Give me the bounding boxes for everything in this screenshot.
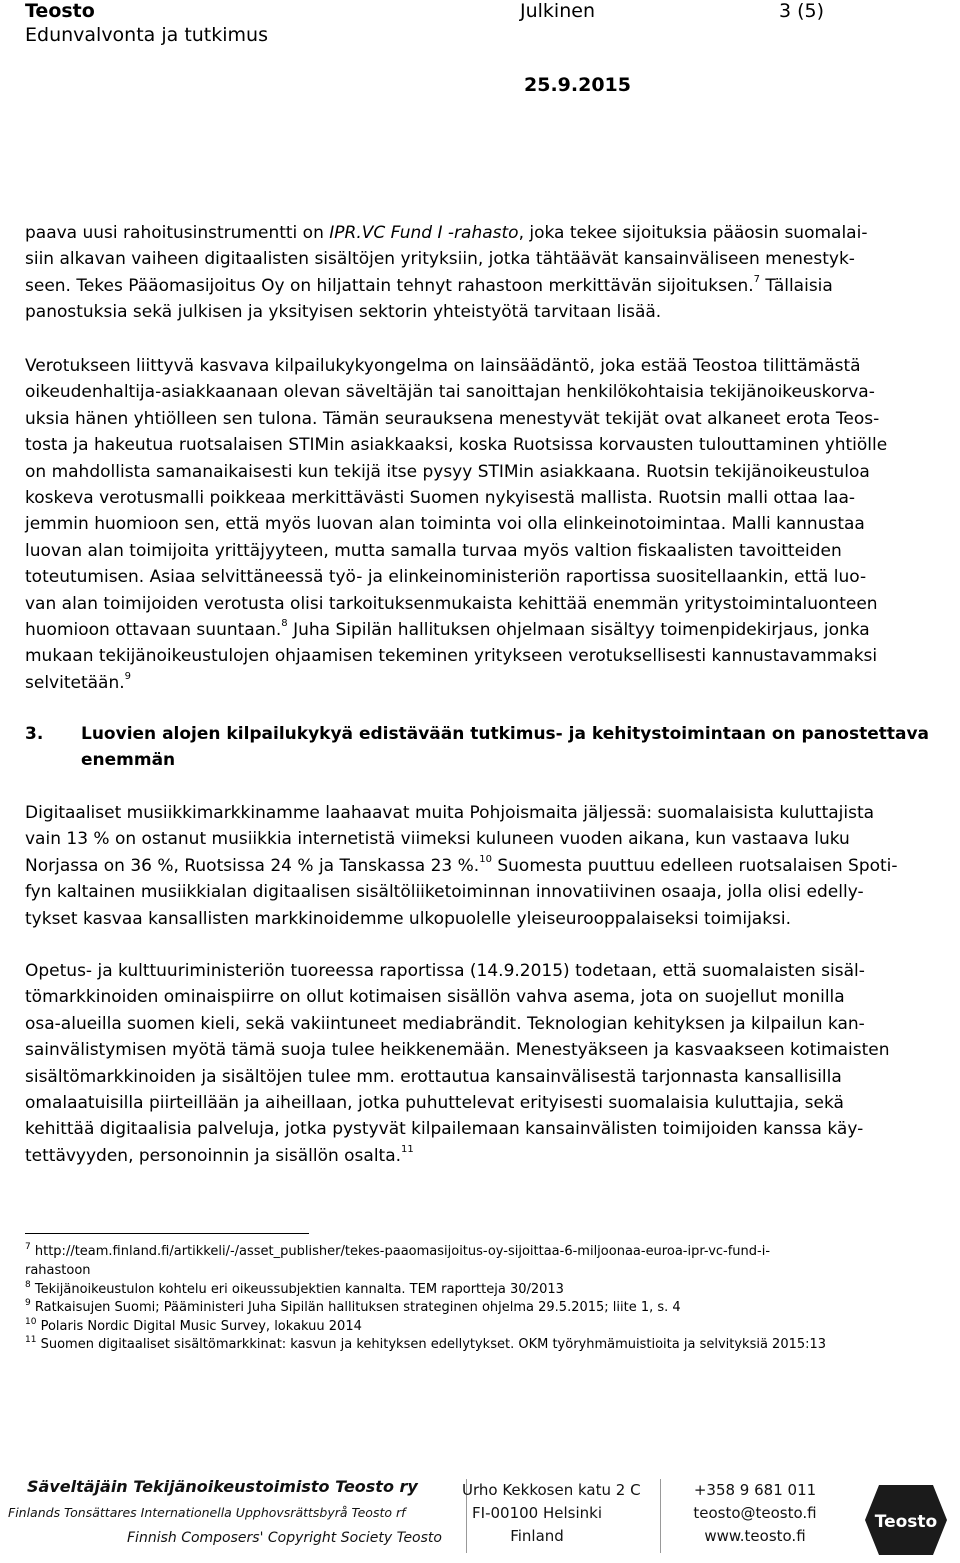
footnote-ref-11: 11 <box>401 1144 414 1156</box>
footnote-ref-9: 9 <box>124 671 132 683</box>
fund-name: IPR.VC Fund I -rahasto <box>329 223 519 243</box>
footer-email[interactable]: teosto@teosto.fi <box>693 1504 817 1522</box>
header-page-number: 3 (5) <box>779 0 825 22</box>
footnote-8: $^8$ Tekijänoikeustulon kohtelu eri oikeussubjektien kannalta. TEM raportteja 30/2013 <box>25 1279 564 1297</box>
footnote-7: $^7$ http://team.finland.fi/artikkeli/-/asset_publisher/tekes-paaomasijoitus-oy-sijoittaa-6-miljoonaa-euroa-ipr-vc-fund-i- <box>25 1241 771 1259</box>
footer-name-en: Finnish Composers' Copyright Society Teosto <box>127 1530 442 1546</box>
header-org: Teosto <box>25 0 95 22</box>
footnote-divider <box>25 1233 309 1234</box>
header-status: Julkinen <box>520 0 595 22</box>
footer-phone: +358 9 681 011 <box>693 1481 817 1499</box>
footnote-11: $^{11}$ Suomen digitaaliset sisältömarkkinat: kasvun ja kehityksen edellytykset. OKM työryhmämuistioita ja selvityksiä 2015:13 <box>25 1334 827 1352</box>
section-heading-3: 3. Luovien alojen kilpailukykyä edistävään tutkimus- ja kehitystoimintaan on panostettava enemmän <box>25 721 925 774</box>
footer-website[interactable]: www.teosto.fi <box>704 1527 806 1545</box>
logo-text: Teosto <box>874 1512 938 1532</box>
header-date: 25.9.2015 <box>524 74 631 96</box>
footnote-10: $^{10}$ Polaris Nordic Digital Music Survey, lokakuu 2014 <box>25 1316 362 1334</box>
page-footer <box>0 1471 960 1563</box>
paragraph-taxation: Verotukseen liittyvä kasvava kilpailukykyongelma on lainsäädäntö, joka estää Teostoa tilittämästä oikeudenhaltija-asiakkaanaan olevan säveltäjän tai sanoittajan henkilökohtaisia tekijänoikeuskorva- uksia hänen yhtiölleen sen tulona. Tämän seurauksena menestyvät tekijät ovat alkaneet erota Teos- tosta ja hakeutua ruotsalaisen STIMin asiakkaaksi, koska Ruotsissa korvausten tulouttaminen yhtiölle on mahdollista samanaikaisesti kun tekijä itse pysyy STIMin asiakkaana. Ruotsin tekijänoikeustuloa koskeva verotusmalli poikkeaa merkittävästi Suomen nykyisestä mallista. Ruotsin malli ottaa laa- jemmin huomioon sen, että myös luovan alan toiminta voi olla elinkeinotoimintaa. Malli kannustaa luovan alan toimijoita yrittäjyyteen, mutta samalla turvaa myös valtion fiskaalisten tavoitteiden toteutumisen. Asiaa selvittäneessä työ- ja elinkeinoministeriön raportissa suositellaankin, että luo- van alan toimijoiden verotusta olisi tarkoituksenmukaista kehittää enemmän yritystoimintaluonteen huomioon ottavaan suuntaan.$^8$ Juha Sipilän hallituksen ohjelmaan sisältyy toimenpidekirjaus, jonka mukaan tekijänoikeustulojen ohjaamisen tekeminen yritykseen verotuksellisesti kannustavammaksi selvitetään.$^9$ <box>25 356 888 693</box>
footer-contact <box>660 1479 850 1548</box>
teosto-logo <box>865 1485 947 1555</box>
footnote-9: $^9$ Ratkaisujen Suomi; Pääministeri Juha Sipilän hallituksen strateginen ohjelma 29.5.2015; liite 1, s. 4 <box>25 1297 681 1315</box>
footnote-ref-7: 7 <box>753 274 761 286</box>
paragraph-ipr-fund: paava uusi rahoitusinstrumentti on IPR.VC Fund I -rahasto, joka tekee sijoituksia pääosin suomalai- siin alkavan vaiheen digitaalisten sisältöjen yrityksiin, jotka tähtäävät kansainväliseen menestyk- seen. Tekes Pääomasijoitus Oy on hiljattain tehnyt rahastoon merkittävän sijoituksen.$^7$ Tällaisia panostuksia sekä julkisen ja yksityisen sektorin yhteistyötä tarvitaan lisää. <box>25 223 868 323</box>
footnote-ref-10: 10 <box>479 854 492 866</box>
header-dept: Edunvalvonta ja tutkimus <box>25 24 268 46</box>
footer-name-fi: Säveltäjäin Tekijänoikeustoimisto Teosto ry <box>27 1477 418 1496</box>
section-number: 3. <box>25 724 44 744</box>
footer-name-sv: Finlands Tonsättares Internationella Upphovsrättsbyrå Teosto rf <box>8 1505 406 1520</box>
footnote-link[interactable]: http://team.finland.fi/artikkeli/-/asset_publisher/tekes-paaomasijoitus-oy-sijoittaa-6-miljoonaa-euroa-ipr-vc-fund-i- <box>34 1244 771 1259</box>
footnote-7-continued[interactable]: rahastoon <box>25 1263 91 1278</box>
footnote-ref-8: 8 <box>281 618 288 630</box>
paragraph-okm-report: Opetus- ja kulttuuriministeriön tuoreessa raportissa (14.9.2015) todetaan, että suomalaisten sisäl- tömarkkinoiden ominaispiirre on ollut kotimaisen sisällön vahva asema, jota on suojellut monilla osa-alueilla suomen kieli, sekä vakiintuneet mediabrändit. Teknologian kehityksen ja kilpailun kan- sainvälistymisen myötä tämä suoja tulee heikkenemään. Menestyäkseen ja kasvaakseen kotimaisten sisältömarkkinoiden ja sisältöjen tulee mm. erottautua kansainvälisestä tarjonnasta kansallisilla omalaatuisilla piirteillään ja aiheillaan, jotka puhuttelevat erityisesti suomalaisia kuluttajia, sekä kehittää digitaalisia palveluja, jotka pystyvät kilpailemaan kansainvälisten toimijoiden kanssa käy- tettävyyden, personoinnin ja sisällön osalta.$^{11}$ <box>25 961 890 1166</box>
paragraph-digital-music: Digitaaliset musiikkimarkkinamme laahaavat muita Pohjoismaita jäljessä: suomalaisista kuluttajista vain 13 % on ostanut musiikkia internetistä viimeksi kuluneen vuoden aikana, kun vastaava luku Norjassa on 36 %, Ruotsissa 24 % ja Tanskassa 23 %.$^{10}$ Suomesta puuttuu edelleen ruotsalaisen Spoti- fyn kaltainen musiikkialan digitaalisen sisältöliiketoiminnan innovatiivinen osaaja, jolla olisi edelly- tykset kasvaa kansallisten markkinoidemme ulkopuolelle yleiseurooppalaiseksi toimijaksi. <box>25 803 898 929</box>
footer-address: Urho Kekkosen katu 2 C FI-00100 Helsinki Finland <box>462 1481 641 1545</box>
